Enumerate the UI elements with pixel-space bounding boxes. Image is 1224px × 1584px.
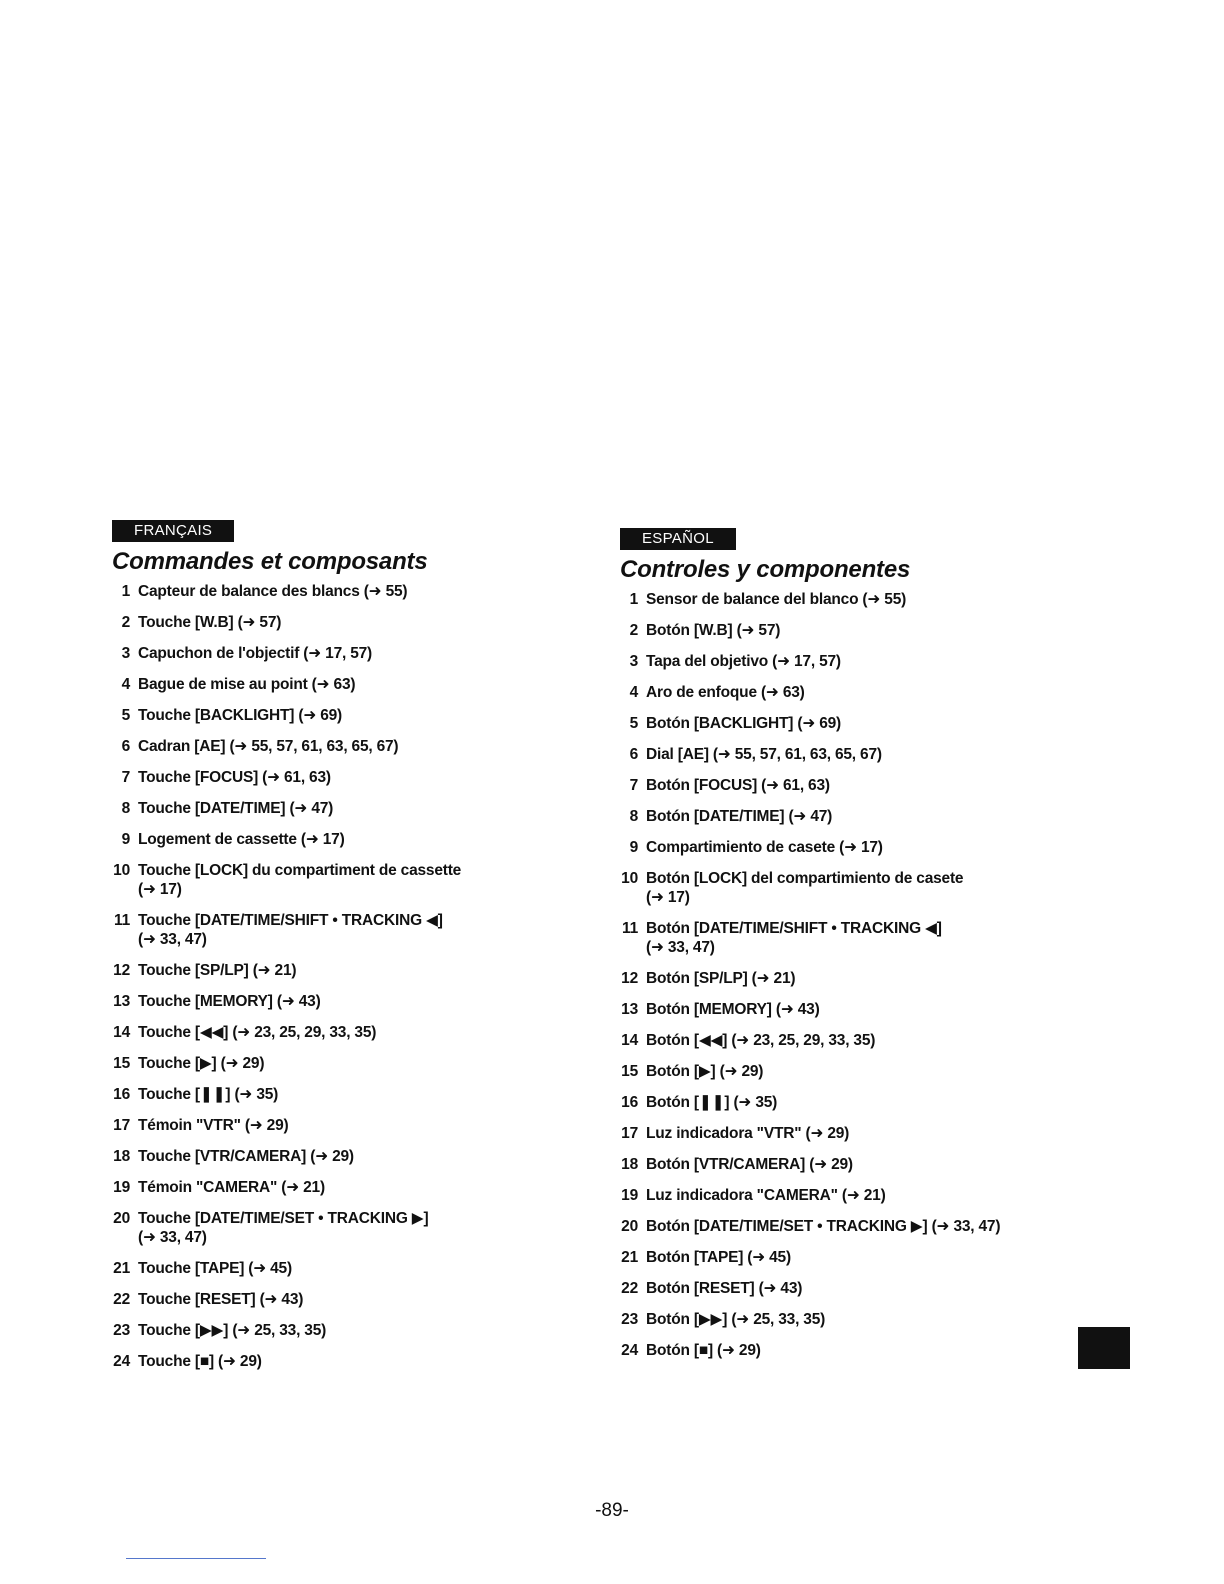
item-text: Dial [AE] (➜ 55, 57, 61, 63, 65, 67) xyxy=(646,746,882,763)
page-number: -89- xyxy=(595,1500,629,1521)
item-text: Luz indicadora "VTR" (➜ 29) xyxy=(646,1125,850,1142)
item-number: 9 xyxy=(121,831,130,848)
item-text: Botón [TAPE] (➜ 45) xyxy=(646,1249,791,1266)
item-number: 11 xyxy=(114,912,130,929)
item-text: Touche [TAPE] (➜ 45) xyxy=(138,1260,292,1277)
list-item xyxy=(100,799,560,818)
list-item xyxy=(608,1248,1068,1267)
item-number: 14 xyxy=(621,1032,638,1049)
item-text: Touche [DATE/TIME/SHIFT • TRACKING ◀] (➜ 33, 47) xyxy=(138,912,443,948)
espanol-section xyxy=(608,528,1068,1372)
list-item xyxy=(100,613,560,632)
item-text: Botón [DATE/TIME/SET • TRACKING ▶] (➜ 33, 47) xyxy=(646,1218,1001,1235)
component-list-francais xyxy=(100,582,560,1371)
list-item xyxy=(608,1062,1068,1081)
item-number: 19 xyxy=(113,1179,130,1196)
list-item xyxy=(100,1352,560,1371)
item-number: 24 xyxy=(621,1342,638,1359)
item-text: Sensor de balance del blanco (➜ 55) xyxy=(646,591,907,608)
item-text: Bague de mise au point (➜ 63) xyxy=(138,676,356,693)
list-item xyxy=(100,1290,560,1309)
item-number: 12 xyxy=(621,970,638,987)
list-item xyxy=(608,838,1068,857)
item-number: 13 xyxy=(113,993,130,1010)
list-item xyxy=(100,675,560,694)
item-text: Botón [▶▶] (➜ 25, 33, 35) xyxy=(646,1311,826,1328)
section-title-espanol: Controles y componentes xyxy=(620,556,911,583)
item-text: Touche [FOCUS] (➜ 61, 63) xyxy=(138,769,331,786)
item-number: 23 xyxy=(113,1322,130,1339)
item-number: 2 xyxy=(121,614,130,631)
item-text: Botón [RESET] (➜ 43) xyxy=(646,1280,803,1297)
item-text: Botón [FOCUS] (➜ 61, 63) xyxy=(646,777,830,794)
item-number: 10 xyxy=(621,870,638,887)
item-text: Logement de cassette (➜ 17) xyxy=(138,831,345,848)
list-item xyxy=(100,961,560,980)
item-number: 21 xyxy=(113,1260,130,1277)
item-number: 4 xyxy=(121,676,130,693)
item-text: Touche [DATE/TIME/SET • TRACKING ▶] (➜ 33, 47) xyxy=(138,1210,429,1246)
list-item xyxy=(100,1209,560,1247)
item-number: 11 xyxy=(622,920,638,937)
list-item xyxy=(608,969,1068,988)
item-number: 16 xyxy=(113,1086,130,1103)
item-number: 22 xyxy=(113,1291,130,1308)
item-text: Touche [▶▶] (➜ 25, 33, 35) xyxy=(138,1322,327,1339)
item-number: 3 xyxy=(629,653,638,670)
item-text: Touche [SP/LP] (➜ 21) xyxy=(138,962,297,979)
item-number: 6 xyxy=(121,738,130,755)
item-text: Botón [SP/LP] (➜ 21) xyxy=(646,970,796,987)
list-item xyxy=(608,683,1068,702)
list-item xyxy=(100,706,560,725)
item-number: 1 xyxy=(121,583,130,600)
item-number: 19 xyxy=(621,1187,638,1204)
item-number: 5 xyxy=(629,715,638,732)
item-number: 7 xyxy=(629,777,638,794)
item-number: 6 xyxy=(629,746,638,763)
list-item xyxy=(608,1186,1068,1205)
item-text: Botón [VTR/CAMERA] (➜ 29) xyxy=(646,1156,853,1173)
list-item xyxy=(608,1310,1068,1329)
item-number: 20 xyxy=(621,1218,638,1235)
list-item xyxy=(608,1279,1068,1298)
item-text: Touche [MEMORY] (➜ 43) xyxy=(138,993,321,1010)
item-text: Aro de enfoque (➜ 63) xyxy=(646,684,805,701)
list-item xyxy=(100,1116,560,1135)
item-text: Botón [■] (➜ 29) xyxy=(646,1342,761,1359)
list-item xyxy=(608,919,1068,957)
item-number: 1 xyxy=(629,591,638,608)
francais-section xyxy=(100,520,560,1383)
item-text: Capteur de balance des blancs (➜ 55) xyxy=(138,583,408,600)
item-number: 24 xyxy=(113,1353,130,1370)
section-title-francais: Commandes et composants xyxy=(112,548,428,575)
list-item xyxy=(100,1085,560,1104)
item-number: 17 xyxy=(113,1117,130,1134)
list-item xyxy=(608,1000,1068,1019)
item-number: 8 xyxy=(121,800,130,817)
list-item xyxy=(100,1178,560,1197)
item-number: 15 xyxy=(621,1063,638,1080)
item-text: Botón [W.B] (➜ 57) xyxy=(646,622,781,639)
item-number: 4 xyxy=(629,684,638,701)
list-item xyxy=(608,714,1068,733)
list-item xyxy=(608,745,1068,764)
list-item xyxy=(100,768,560,787)
item-number: 5 xyxy=(121,707,130,724)
list-item xyxy=(100,1321,560,1340)
item-text: Touche [RESET] (➜ 43) xyxy=(138,1291,304,1308)
item-number: 16 xyxy=(621,1094,638,1111)
item-text: Botón [❚❚] (➜ 35) xyxy=(646,1094,778,1111)
item-number: 10 xyxy=(113,862,130,879)
item-text: Botón [DATE/TIME/SHIFT • TRACKING ◀] (➜ 33, 47) xyxy=(646,920,942,956)
item-text: Compartimiento de casete (➜ 17) xyxy=(646,839,883,856)
item-text: Cadran [AE] (➜ 55, 57, 61, 63, 65, 67) xyxy=(138,738,399,755)
item-number: 8 xyxy=(629,808,638,825)
item-number: 20 xyxy=(113,1210,130,1227)
item-number: 7 xyxy=(121,769,130,786)
item-text: Touche [DATE/TIME] (➜ 47) xyxy=(138,800,334,817)
list-item xyxy=(608,1031,1068,1050)
item-text: Touche [■] (➜ 29) xyxy=(138,1353,262,1370)
item-number: 18 xyxy=(113,1148,130,1165)
list-item xyxy=(608,621,1068,640)
language-tag-francais: FRANÇAIS xyxy=(112,520,234,542)
list-item xyxy=(100,582,560,601)
item-text: Botón [BACKLIGHT] (➜ 69) xyxy=(646,715,842,732)
item-number: 17 xyxy=(621,1125,638,1142)
list-item xyxy=(608,1093,1068,1112)
item-text: Témoin "VTR" (➜ 29) xyxy=(138,1117,289,1134)
list-item xyxy=(100,644,560,663)
component-list-espanol xyxy=(608,590,1068,1360)
item-text: Luz indicadora "CAMERA" (➜ 21) xyxy=(646,1187,886,1204)
list-item xyxy=(608,1124,1068,1143)
language-tag-espanol: ESPAÑOL xyxy=(620,528,736,550)
list-item xyxy=(608,1341,1068,1360)
list-item xyxy=(608,807,1068,826)
item-number: 23 xyxy=(621,1311,638,1328)
list-item xyxy=(100,992,560,1011)
item-text: Botón [DATE/TIME] (➜ 47) xyxy=(646,808,833,825)
item-number: 22 xyxy=(621,1280,638,1297)
item-text: Touche [❚❚] (➜ 35) xyxy=(138,1086,279,1103)
item-number: 9 xyxy=(629,839,638,856)
item-number: 12 xyxy=(113,962,130,979)
list-item xyxy=(100,911,560,949)
list-item xyxy=(100,1023,560,1042)
item-text: Touche [VTR/CAMERA] (➜ 29) xyxy=(138,1148,354,1165)
list-item xyxy=(100,1259,560,1278)
list-item xyxy=(608,1217,1068,1236)
item-number: 15 xyxy=(113,1055,130,1072)
side-tab-marker xyxy=(1078,1327,1130,1369)
list-item xyxy=(100,861,560,899)
list-item xyxy=(608,1155,1068,1174)
list-item xyxy=(100,830,560,849)
item-number: 2 xyxy=(629,622,638,639)
item-text: Botón [◀◀] (➜ 23, 25, 29, 33, 35) xyxy=(646,1032,876,1049)
item-text: Touche [W.B] (➜ 57) xyxy=(138,614,282,631)
item-number: 13 xyxy=(621,1001,638,1018)
list-item xyxy=(100,737,560,756)
item-text: Botón [MEMORY] (➜ 43) xyxy=(646,1001,820,1018)
item-number: 14 xyxy=(113,1024,130,1041)
item-text: Touche [LOCK] du compartiment de cassette (➜ 17) xyxy=(138,862,462,898)
item-number: 18 xyxy=(621,1156,638,1173)
item-text: Capuchon de l'objectif (➜ 17, 57) xyxy=(138,645,372,662)
list-item xyxy=(608,776,1068,795)
list-item xyxy=(100,1054,560,1073)
item-text: Touche [▶] (➜ 29) xyxy=(138,1055,265,1072)
list-item xyxy=(608,652,1068,671)
item-text: Touche [BACKLIGHT] (➜ 69) xyxy=(138,707,343,724)
list-item xyxy=(100,1147,560,1166)
item-text: Touche [◀◀] (➜ 23, 25, 29, 33, 35) xyxy=(138,1024,377,1041)
item-text: Botón [▶] (➜ 29) xyxy=(646,1063,764,1080)
item-number: 3 xyxy=(121,645,130,662)
footer-rule xyxy=(126,1558,266,1559)
item-text: Témoin "CAMERA" (➜ 21) xyxy=(138,1179,325,1196)
item-text: Botón [LOCK] del compartimiento de casete (➜ 17) xyxy=(646,870,964,906)
item-number: 21 xyxy=(621,1249,638,1266)
list-item xyxy=(608,590,1068,609)
list-item xyxy=(608,869,1068,907)
item-text: Tapa del objetivo (➜ 17, 57) xyxy=(646,653,841,670)
